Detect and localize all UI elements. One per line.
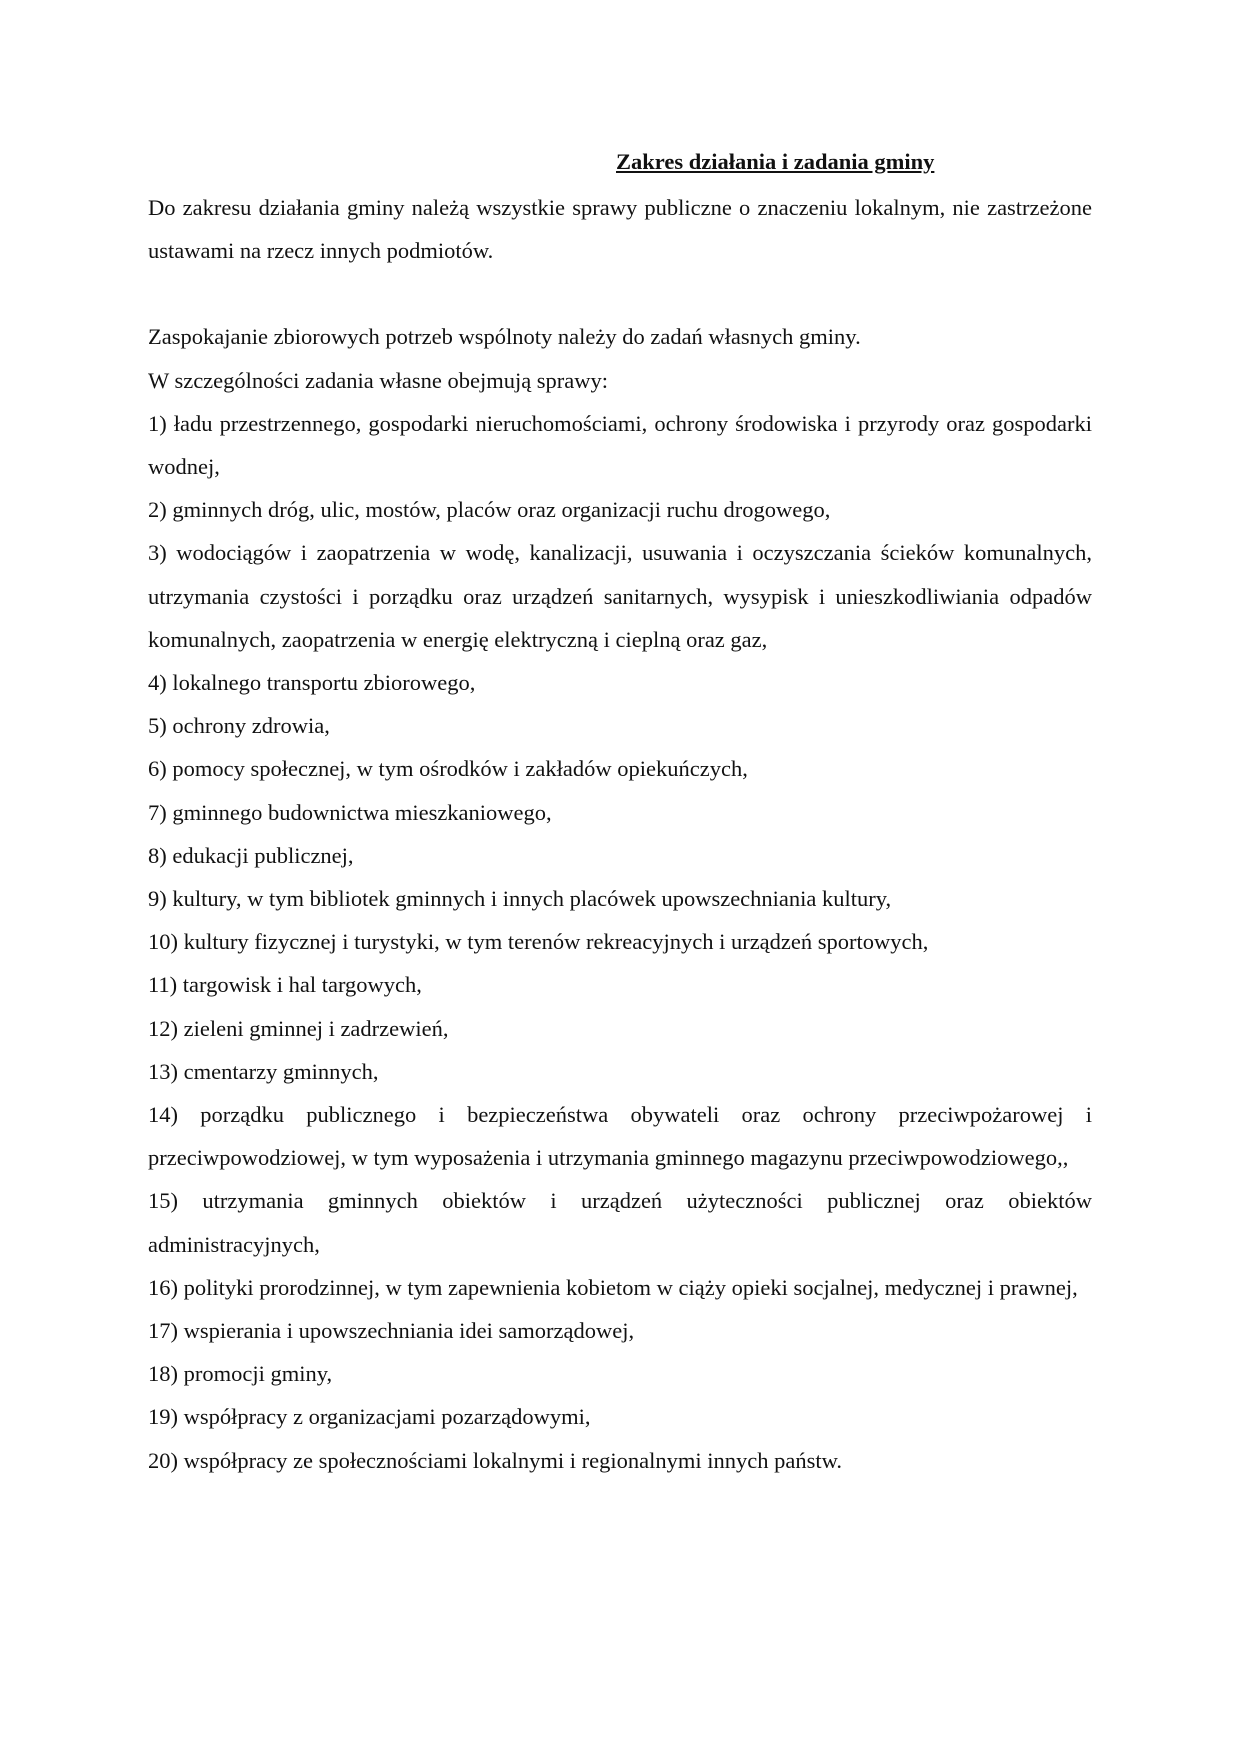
list-item: 14) porządku publicznego i bezpieczeństwa obywateli oraz ochrony przeciwpożarowej i przeciwpowodziowej, w tym wyposażenia i utrzymania gminnego magazynu przeciwpowodziowego,, — [148, 1102, 1092, 1171]
list-item: 8) edukacji publicznej, — [148, 842, 354, 868]
list-item: 13) cmentarzy gminnych, — [148, 1058, 379, 1084]
list-item: 3) wodociągów i zaopatrzenia w wodę, kanalizacji, usuwania i oczyszczania ścieków komunalnych, utrzymania czystości i porządku oraz urządzeń sanitarnych, wysypisk i unieszkodliwiania odpadów komunalnych, zaopatrzenia w energię elektryczną i cieplną oraz gaz, — [148, 540, 1092, 652]
list-item: 18) promocji gminy, — [148, 1361, 333, 1387]
list-item: 2) gminnych dróg, ulic, mostów, placów oraz organizacji ruchu drogowego, — [148, 497, 831, 523]
document-title: Zakres działania i zadania gminy — [616, 149, 935, 174]
paragraph-own-tasks: Zaspokajanie zbiorowych potrzeb wspólnoty należy do zadań własnych gminy. — [148, 324, 861, 350]
list-item: 12) zieleni gminnej i zadrzewień, — [148, 1015, 449, 1041]
list-item: 6) pomocy społecznej, w tym ośrodków i zakładów opiekuńczych, — [148, 756, 748, 782]
list-item: 4) lokalnego transportu zbiorowego, — [148, 670, 476, 696]
list-item: 16) polityki prorodzinnej, w tym zapewnienia kobietom w ciąży opieki socjalnej, medycznej i prawnej, — [148, 1274, 1078, 1300]
list-item: 9) kultury, w tym bibliotek gminnych i innych placówek upowszechniania kultury, — [148, 886, 892, 912]
list-item: 1) ładu przestrzennego, gospodarki nieruchomościami, ochrony środowiska i przyrody oraz gospodarki wodnej, — [148, 410, 1092, 480]
list-item: 5) ochrony zdrowia, — [148, 713, 330, 739]
list-item: 17) wspierania i upowszechniania idei samorządowej, — [148, 1318, 635, 1344]
blank-line — [148, 272, 1092, 315]
list-item: 20) współpracy ze społecznościami lokalnymi i regionalnymi innych państw. — [148, 1447, 842, 1473]
task-list — [148, 402, 1092, 1482]
document-page — [148, 146, 1092, 1482]
intro-paragraph: Do zakresu działania gminy należą wszystkie sprawy publiczne o znaczeniu lokalnym, nie zastrzeżone ustawami na rzecz innych podmiotów. — [148, 195, 1092, 264]
list-item: 10) kultury fizycznej i turystyki, w tym terenów rekreacyjnych i urządzeń sportowych, — [148, 929, 929, 955]
list-item: 11) targowisk i hal targowych, — [148, 972, 422, 998]
paragraph-list-intro: W szczególności zadania własne obejmują sprawy: — [148, 367, 609, 393]
list-item: 19) współpracy z organizacjami pozarządowymi, — [148, 1404, 591, 1430]
list-item: 15) utrzymania gminnych obiektów i urządzeń użyteczności publicznej oraz obiektów administracyjnych, — [148, 1188, 1092, 1257]
list-item: 7) gminnego budownictwa mieszkaniowego, — [148, 799, 552, 825]
